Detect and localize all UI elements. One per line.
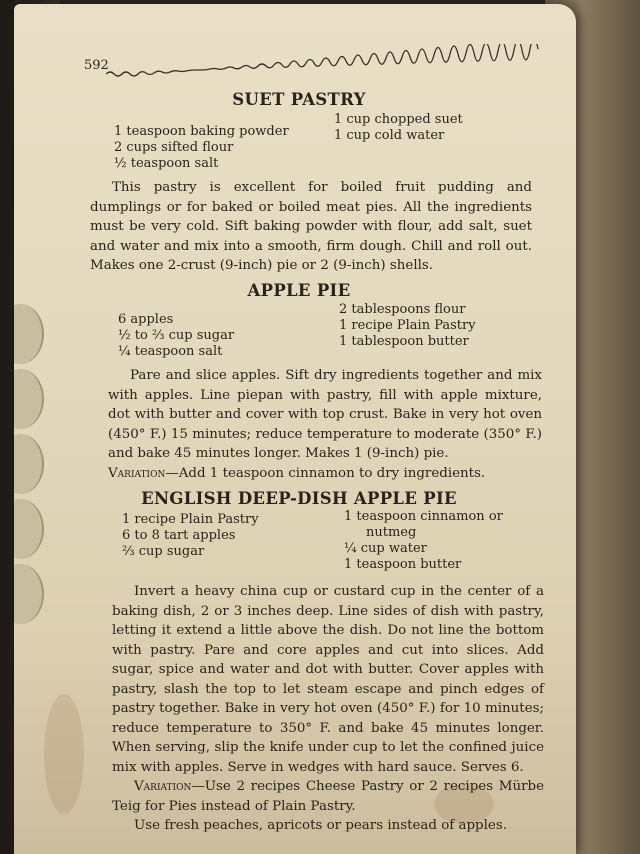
- instructions-text: Invert a heavy china cup or custard cup in the center of a baking dish, 2 or 3 inches deep. Line sides of dish with pastry, letting it extend a little above the dish. Do not line the bottom with pastry. Pare and core apples and cut into slices. Add sugar, spice and water and dot with butter. Cover apples with pastry, slash the top to let steam escape and pinch edges of pastry together. Bake in very hot oven (450° F.) for 10 minutes; reduce temperature to 350° F. and bake 45 minutes longer. When serving, slip the knife under cup to let the confined juice mix with apples. Serve in wedges with hard sauce. Serves 6.: [112, 584, 544, 775]
- recipe-paragraph: [108, 366, 542, 483]
- recipe-title: SUET PASTRY: [232, 90, 366, 109]
- ingredient: 2 tablespoons flour: [339, 302, 466, 317]
- ingredient-list-left: [122, 512, 259, 560]
- ingredient: 2 cups sifted flour: [114, 140, 234, 155]
- ingredient: 1 tablespoon butter: [339, 334, 469, 349]
- ingredient: 1 recipe Plain Pastry: [122, 512, 259, 527]
- book-page: [14, 4, 576, 854]
- ingredient: ¼ cup water: [344, 541, 427, 556]
- variation-label: Variation: [134, 779, 192, 794]
- variation-text: —Add 1 teaspoon cinnamon to dry ingredients.: [165, 465, 486, 481]
- ingredient: ½ teaspoon salt: [114, 156, 219, 171]
- ingredient-list-right: [334, 112, 463, 144]
- variation-line: [112, 777, 544, 816]
- wavy-rule: [106, 44, 546, 80]
- ingredient: nutmeg: [366, 525, 417, 540]
- ingredient: ⅔ cup sugar: [122, 544, 205, 559]
- ingredient: 1 teaspoon butter: [344, 557, 462, 572]
- ingredient-list-left: [114, 124, 289, 172]
- variation-line: [108, 464, 542, 484]
- variation-label: Variation: [108, 465, 166, 481]
- ingredient-list-right: [344, 509, 503, 573]
- variation-text: —Use 2 recipes Cheese Pastry or 2 recipes Mürbe Teig for Pies instead of Plain Pastry.: [112, 779, 544, 814]
- recipe-paragraph: This pastry is excellent for boiled fruit pudding and dumplings or for baked or boiled meat pies. All the ingredients must be very cold. Sift baking powder with flour, add salt, suet and water and mix into a smooth, firm dough. Chill and roll out. Makes one 2-crust (9-inch) pie or 2 (9-inch) shells.: [90, 180, 532, 273]
- recipe-paragraph: [112, 582, 544, 836]
- ingredient-list-left: [118, 312, 234, 360]
- ingredient: 1 recipe Plain Pastry: [339, 318, 476, 333]
- page-number: 592: [84, 58, 109, 73]
- recipe-title: APPLE PIE: [247, 281, 351, 300]
- ingredient: 1 teaspoon baking powder: [114, 124, 289, 139]
- page-content: [14, 4, 576, 854]
- ingredient: ¼ teaspoon salt: [118, 344, 223, 359]
- ingredient: 1 cup chopped suet: [334, 112, 463, 127]
- ingredient-list-right: [339, 302, 476, 350]
- ingredient: 1 teaspoon cinnamon or: [344, 509, 503, 524]
- ingredient: 6 to 8 tart apples: [122, 528, 236, 543]
- ingredient: ½ to ⅔ cup sugar: [118, 328, 235, 343]
- ingredient: 1 cup cold water: [334, 128, 445, 143]
- extra-note: Use fresh peaches, apricots or pears instead of apples.: [134, 818, 507, 833]
- recipe-title: ENGLISH DEEP-DISH APPLE PIE: [141, 489, 457, 508]
- instructions-text: Pare and slice apples. Sift dry ingredients together and mix with apples. Line piepan with pastry, fill with apple mixture, dot with butter and cover with top crust. Bake in very hot oven (450° F.) 15 minutes; reduce temperature to moderate (350° F.) and bake 45 minutes longer. Makes 1 (9-inch) pie.: [108, 368, 542, 461]
- ingredient: 6 apples: [118, 312, 174, 327]
